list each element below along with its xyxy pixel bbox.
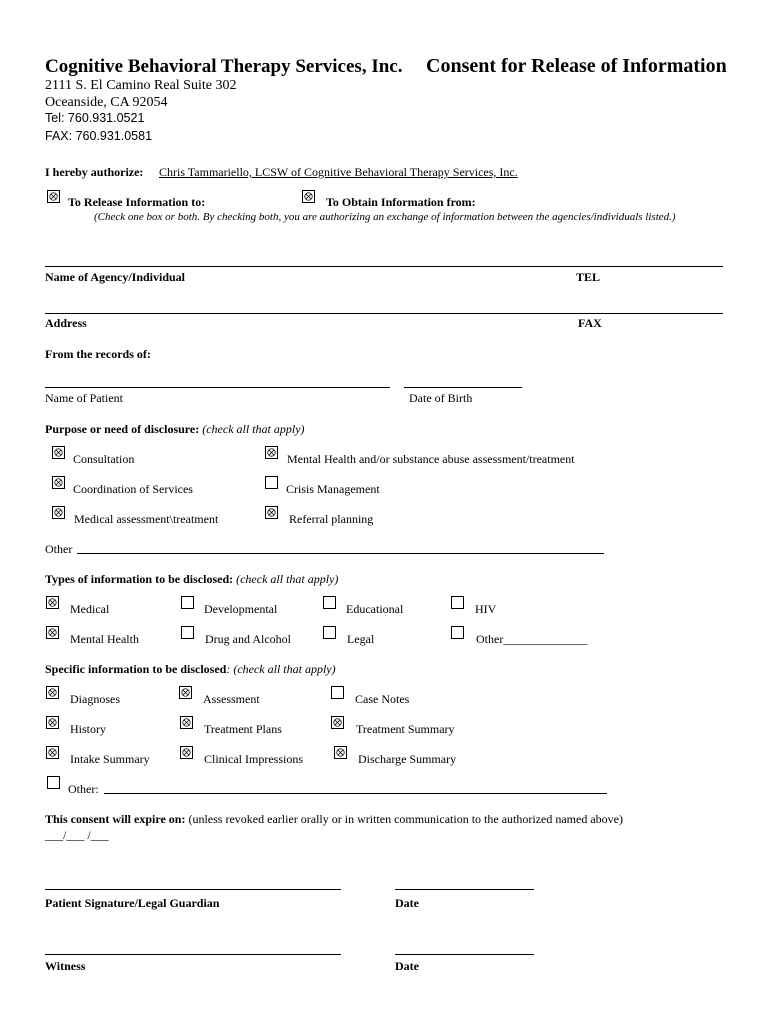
specific-info-heading: Specific information to be disclosed: (check all that apply) [45,662,336,676]
specific-treatment-summary-label: Treatment Summary [356,722,455,736]
check-x-mark-icon [47,597,58,608]
check-x-mark-icon [181,747,192,758]
records-label: From the records of: [45,347,151,361]
agency-address-label: Address [45,316,87,330]
type-drug-alcohol-checkbox[interactable] [181,626,194,639]
purpose-referral-label: Referral planning [289,512,374,526]
specific-treatment-plans-label: Treatment Plans [204,722,282,736]
patient-date-line[interactable] [395,889,534,890]
check-instruction: (Check one box or both. By checking both, you are authorizing an exchange of information between the agencies/individuals listed.) [94,211,676,223]
specific-clinical-impressions-checkbox[interactable] [180,746,193,759]
type-mental-health-checkbox[interactable] [46,626,59,639]
header-fax: FAX: 760.931.0581 [45,129,153,143]
obtain-label: To Obtain Information from: [326,195,476,209]
check-x-mark-icon [266,507,277,518]
dob-label: Date of Birth [409,391,473,405]
witness-date-label: Date [395,959,419,973]
specific-other-label: Other: [68,782,99,796]
check-x-mark-icon [53,507,64,518]
purpose-coordination-checkbox[interactable] [52,476,65,489]
specific-case-notes-checkbox[interactable] [331,686,344,699]
purpose-medical-checkbox[interactable] [52,506,65,519]
specific-intake-summary-label: Intake Summary [70,752,150,766]
expiry-statement: This consent will expire on: (unless revoked earlier orally or in written communication to the authorized named above) [45,812,623,826]
type-drug-alcohol-label: Drug and Alcohol [205,632,291,646]
agency-name-line[interactable] [45,266,723,267]
agency-name-label: Name of Agency/Individual [45,270,186,284]
patient-signature-line[interactable] [45,889,341,890]
form-title: Consent for Release of Information [426,55,727,77]
authorized-party: Chris Tammariello, LCSW of Cognitive Behavioral Therapy Services, Inc. [159,165,518,179]
type-developmental-label: Developmental [204,602,278,616]
type-medical-checkbox[interactable] [46,596,59,609]
patient-name-line[interactable] [45,387,390,388]
type-other-label: Other______________ [476,632,588,646]
patient-name-label: Name of Patient [45,391,123,405]
specific-assessment-label: Assessment [203,692,260,706]
check-x-mark-icon [303,191,314,202]
purpose-coordination-label: Coordination of Services [73,482,193,496]
authorize-label: I hereby authorize: [45,165,144,179]
check-x-mark-icon [47,717,58,728]
obtain-checkbox[interactable] [302,190,315,203]
purpose-consultation-checkbox[interactable] [52,446,65,459]
type-educational-checkbox[interactable] [323,596,336,609]
purpose-consultation-label: Consultation [73,452,135,466]
check-x-mark-icon [181,717,192,728]
agency-fax-label: FAX [578,316,602,330]
check-x-mark-icon [53,477,64,488]
specific-discharge-summary-checkbox[interactable] [334,746,347,759]
specific-case-notes-label: Case Notes [355,692,410,706]
purpose-medical-label: Medical assessment\treatment [74,512,219,526]
purpose-mental-health-label: Mental Health and/or substance abuse assessment/treatment [287,452,575,466]
specific-diagnoses-label: Diagnoses [70,692,120,706]
check-x-mark-icon [335,747,346,758]
purpose-heading: Purpose or need of disclosure: (check all that apply) [45,422,305,436]
agency-address-line[interactable] [45,313,723,314]
info-types-heading: Types of information to be disclosed: (check all that apply) [45,572,339,586]
agency-tel-label: TEL [576,270,601,284]
check-x-mark-icon [266,447,277,458]
purpose-crisis-label: Crisis Management [286,482,380,496]
specific-other-line[interactable] [104,793,607,794]
check-x-mark-icon [180,687,191,698]
purpose-mental-health-checkbox[interactable] [265,446,278,459]
check-x-mark-icon [47,747,58,758]
purpose-referral-checkbox[interactable] [265,506,278,519]
dob-line[interactable] [404,387,522,388]
specific-treatment-plans-checkbox[interactable] [180,716,193,729]
specific-clinical-impressions-label: Clinical Impressions [204,752,303,766]
witness-signature-line[interactable] [45,954,341,955]
purpose-crisis-checkbox[interactable] [265,476,278,489]
purpose-other-line[interactable] [77,553,604,554]
specific-intake-summary-checkbox[interactable] [46,746,59,759]
expiry-date-blank[interactable]: ___/___ /___ [45,828,109,842]
witness-label: Witness [45,959,86,973]
type-hiv-checkbox[interactable] [451,596,464,609]
specific-treatment-summary-checkbox[interactable] [331,716,344,729]
specific-discharge-summary-label: Discharge Summary [358,752,457,766]
type-other-checkbox[interactable] [451,626,464,639]
patient-signature-label: Patient Signature/Legal Guardian [45,896,220,910]
check-x-mark-icon [47,627,58,638]
type-mental-health-label: Mental Health [70,632,139,646]
release-label: To Release Information to: [68,195,206,209]
type-hiv-label: HIV [475,602,497,616]
specific-history-checkbox[interactable] [46,716,59,729]
address-line-1: 2111 S. El Camino Real Suite 302 [45,78,237,93]
release-checkbox[interactable] [47,190,60,203]
type-developmental-checkbox[interactable] [181,596,194,609]
check-x-mark-icon [53,447,64,458]
specific-assessment-checkbox[interactable] [179,686,192,699]
specific-history-label: History [70,722,106,736]
address-line-2: Oceanside, CA 92054 [45,95,168,110]
type-legal-checkbox[interactable] [323,626,336,639]
patient-date-label: Date [395,896,419,910]
witness-date-line[interactable] [395,954,534,955]
purpose-other-label: Other [45,542,73,556]
type-educational-label: Educational [346,602,404,616]
specific-other-checkbox[interactable] [47,776,60,789]
header-tel: Tel: 760.931.0521 [45,111,145,125]
type-legal-label: Legal [347,632,375,646]
type-medical-label: Medical [70,602,110,616]
org-name: Cognitive Behavioral Therapy Services, Inc. [45,56,403,77]
check-x-mark-icon [47,687,58,698]
specific-diagnoses-checkbox[interactable] [46,686,59,699]
check-x-mark-icon [48,191,59,202]
check-x-mark-icon [332,717,343,728]
